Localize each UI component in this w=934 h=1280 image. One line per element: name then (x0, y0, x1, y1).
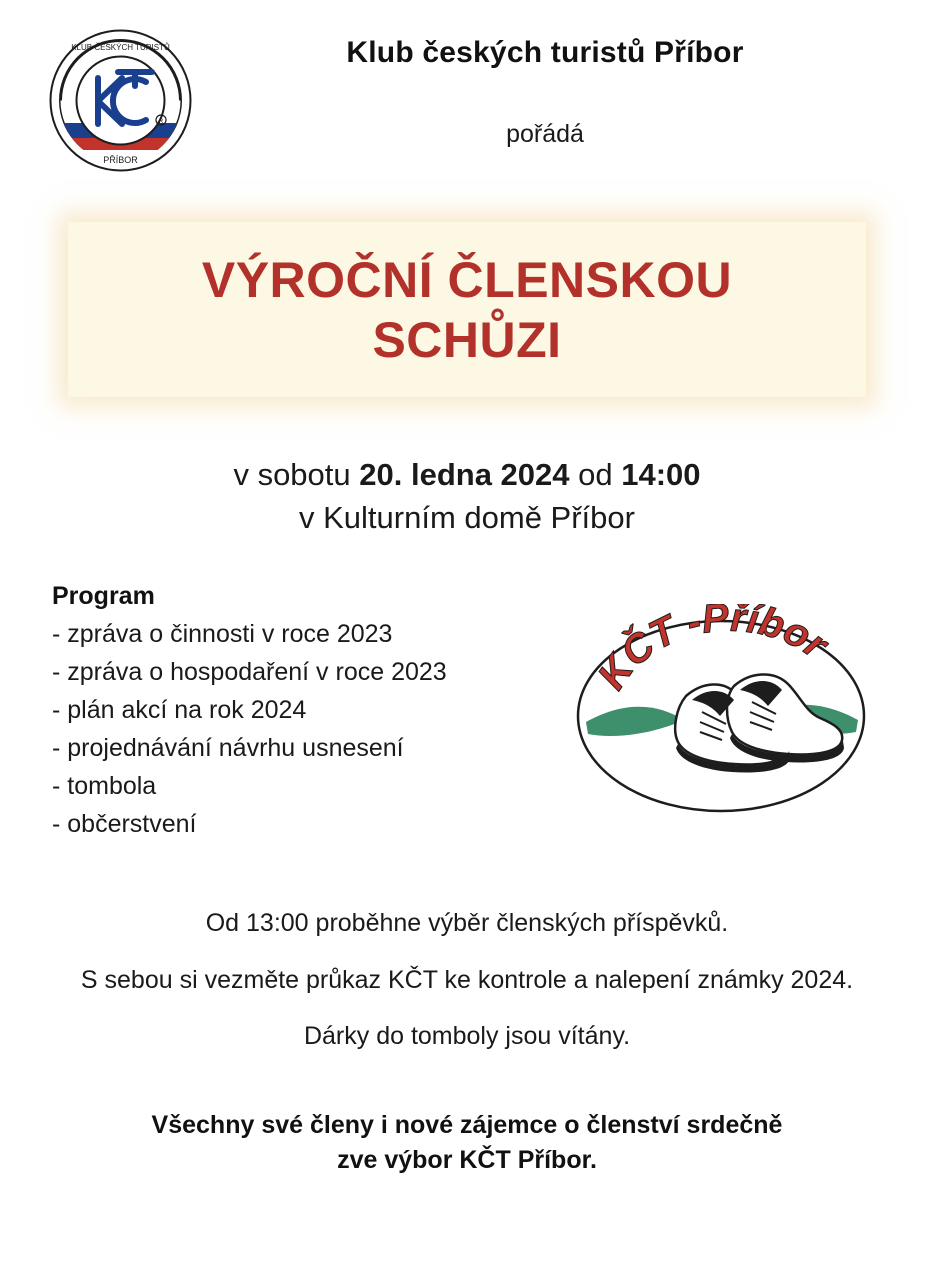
list-item: - projednávání návrhu usnesení (52, 733, 404, 762)
svg-text:R: R (158, 119, 164, 125)
program-block (0, 582, 934, 862)
svg-text:PŘÍBOR: PŘÍBOR (103, 155, 138, 165)
poster-footer (0, 1108, 934, 1178)
svg-text:KLUB ČESKÝCH TURISTŮ: KLUB ČESKÝCH TURISTŮ (71, 43, 170, 52)
event-time: 14:00 (621, 457, 701, 492)
organizes-label: pořádá (506, 119, 584, 148)
event-date: 20. ledna 2024 (359, 457, 570, 492)
event-when-prefix: v sobotu (233, 457, 360, 492)
list-item: - zpráva o hospodaření v roce 2023 (52, 657, 447, 686)
event-banner-wrap (68, 222, 866, 397)
event-banner-text (202, 250, 732, 370)
event-place: v Kulturním domě Příbor (299, 499, 635, 535)
poster-header (0, 0, 934, 190)
note-tombola-gifts: Dárky do tomboly jsou vítány. (303, 1022, 631, 1051)
event-datetime (0, 453, 934, 498)
organization-title: Klub českých turistů Příbor (346, 36, 744, 69)
list-item: - tombola (52, 771, 157, 800)
notes-block (0, 904, 934, 1056)
list-item: - zpráva o činnosti v roce 2023 (52, 619, 393, 648)
list-item: - občerstvení (52, 809, 197, 838)
kct-pribor-shoes-logo-icon (566, 604, 876, 819)
header-text-block (200, 34, 890, 149)
event-banner-line-2: SCHŮZI (372, 311, 562, 368)
footer-line-2: zve výbor KČT Příbor. (337, 1146, 597, 1175)
event-banner (68, 222, 866, 397)
note-fees: Od 13:00 proběhne výběr členských příspěvků. (205, 908, 729, 937)
kct-club-emblem-icon (48, 28, 193, 173)
footer-line-1: Všechny své členy i nové zájemce o členství srdečně (151, 1111, 783, 1140)
event-when-middle: od (569, 457, 622, 492)
list-item: - plán akcí na rok 2024 (52, 695, 307, 724)
note-membership-card: S sebou si vezměte průkaz KČT ke kontrole a nalepení známky 2024. (80, 965, 854, 994)
program-title: Program (52, 581, 155, 610)
svg-text:KČT -Příbor: KČT -Příbor (589, 603, 836, 698)
event-banner-line-1: VÝROČNÍ ČLENSKOU (201, 251, 733, 308)
